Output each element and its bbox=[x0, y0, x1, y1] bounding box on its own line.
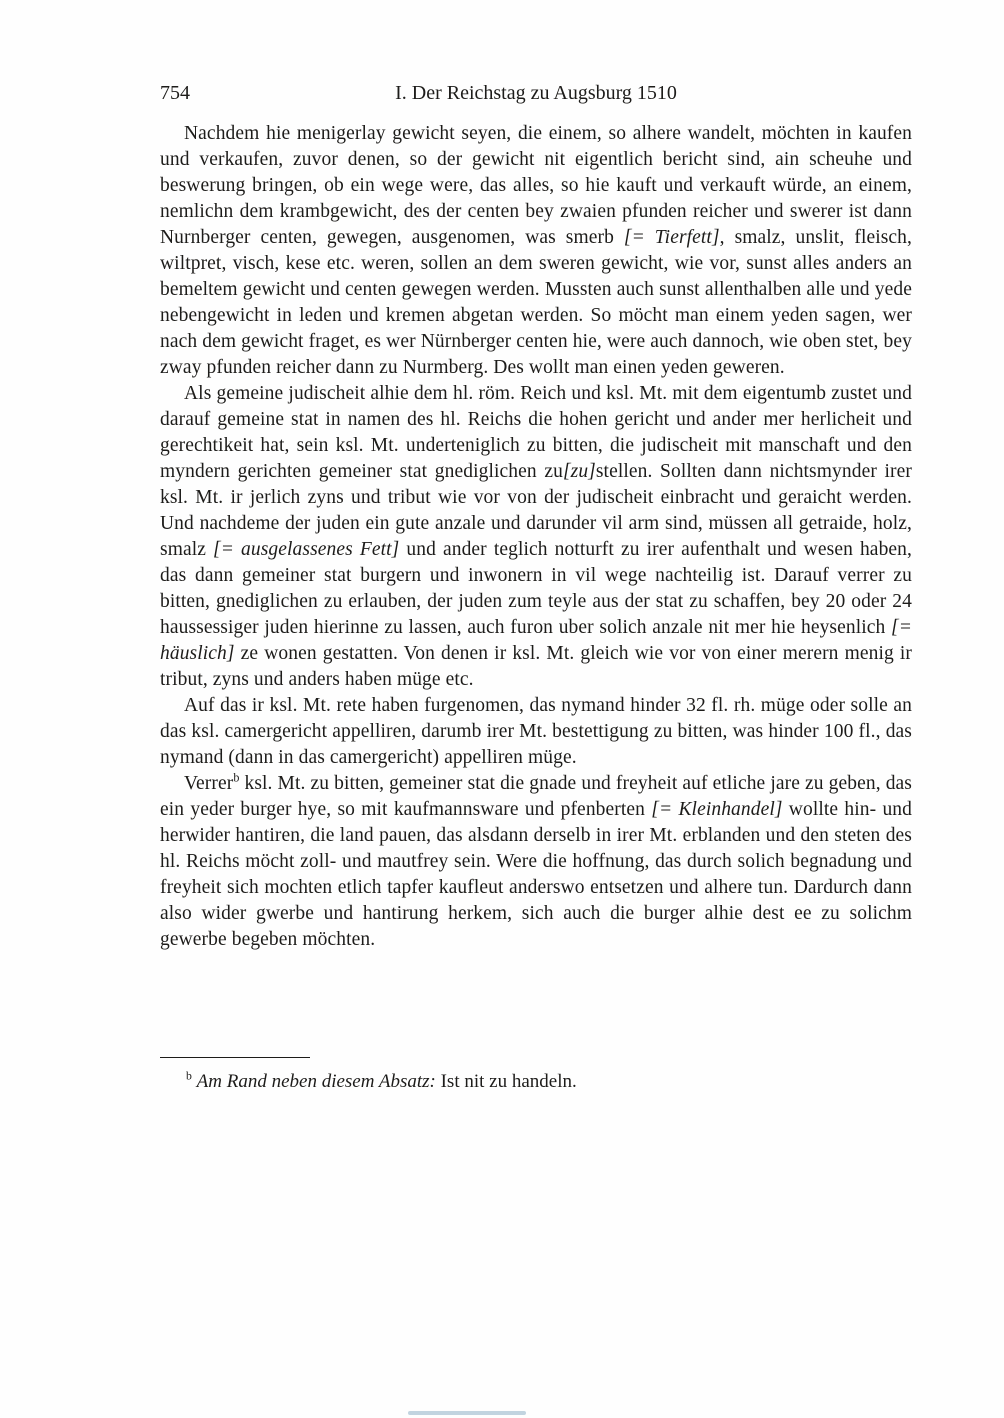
paragraph-trade-privilege: Verrer$^b$ ksl. Mt. zu bitten, gemeiner stat die gnade und freyheit auf etliche jare zu geben, das ein yeder burger hye, so mit kaufmannsware und pfenberten [= Kleinhandel] wollte hin- und herwider hantiren, die land pauen, das alsdann derselb in irer Mt. erblanden und den steten des hl. Reichs möcht zoll- und mautfrey sein. Were die hoffnung, das durch solich begnadung und freyheit sich mochten etlich tapfer kaufleut anderswo entsetzen und alhere tun. Dardurch dann also wider gwerbe und hantirung herkem, sich auch die burger alhie dest ee zu solichm gewerbe begeben möchten. bbox=[160, 770, 913, 950]
footnote-separator-rule bbox=[160, 1057, 310, 1058]
book-page bbox=[160, 80, 912, 1094]
paragraph-chamber-court: Auf das ir ksl. Mt. rete haben furgenomen, das nymand hinder 32 fl. rh. müge oder solle an das ksl. camergericht appelliren, darumb irer Mt. bestettigung zu bitten, was hinder 100 fl., das nymand (dann in das camergericht) appelliren müge. bbox=[160, 695, 912, 768]
footnote-b: $^b$ Am Rand neben diesem Absatz: Ist nit zu handeln. bbox=[186, 1069, 577, 1092]
page-header bbox=[160, 80, 912, 106]
paragraph-jews-jurisdiction: Als gemeine judischeit alhie dem hl. röm. Reich und ksl. Mt. mit dem eigentumb zustet und darauf gemeine stat in namen des hl. Reichs die hohen gericht und ander mer herlicheit und gerechtikeit hat, sein ksl. Mt. underteniglich zu bitten, die judischeit mit manschaft und den myndern gerichten gemeiner stat gnediglichen zu[zu]stellen. Sollten dann nichtsmynder irer ksl. Mt. ir jerlich zyns und tribut wie vor von der judischeit einbracht und geraicht werden. Und nachdeme der juden ein gute anzale und darunder vil arm sind, müssen all getraide, holz, smalz [= ausgelassenes Fett] und ander teglich notturft zu irer aufenthalt und wesen haben, das dann gemeiner stat burgern und inwonern in vil wege nachteilig ist. Darauf verrer zu bitten, gnediglichen zu erlauben, der juden zum teyle aus der stat zu schaffen, bey 20 oder 24 haussessiger juden hierinne zu lassen, auch furon uber solich anzale nit mer hie heysenlich [= häuslich] ze wonen gestatten. Von denen ir ksl. Mt. gleich wie vor von einer merern menig ir tribut, zyns und anders haben müge etc. bbox=[160, 383, 912, 690]
footnote-area bbox=[160, 1057, 912, 1094]
page-number: 754 bbox=[160, 82, 190, 104]
main-text-block bbox=[160, 121, 912, 953]
scan-artifact-mark bbox=[408, 1411, 526, 1415]
running-head: I. Der Reichstag zu Augsburg 1510 bbox=[395, 82, 677, 104]
paragraph-weights: Nachdem hie menigerlay gewicht seyen, die einem, so alhere wandelt, möchten in kaufen und verkaufen, zuvor denen, so der gewicht nit eigentlich bericht sind, ain scheuhe und beswerung bringen, ob ein wege were, das alles, so hie kauft und verkauft würde, an einem, nemlichn dem krambgewicht, des der centen bey zwaien pfunden reicher und swerer ist dann Nurnberger centen, gewegen, ausgenomen, was smerb [= Tierfett], smalz, unslit, fleisch, wiltpret, visch, kese etc. weren, sollen an dem sweren gewicht, wie vor, sunst alles anders an bemeltem gewicht und centen gewegen werden. Mussten auch sunst allenthalben alle und yede nebengewicht in leden und kremen abgetan werden. So möcht man einem yeden sagen, wer nach dem gewicht fraget, es wer Nürnberger centen hie, were auch dannoch, wie oben stet, bey zway pfunden reicher dann zu Nurmberg. Des wollt man einen yeden geweren. bbox=[160, 123, 913, 378]
